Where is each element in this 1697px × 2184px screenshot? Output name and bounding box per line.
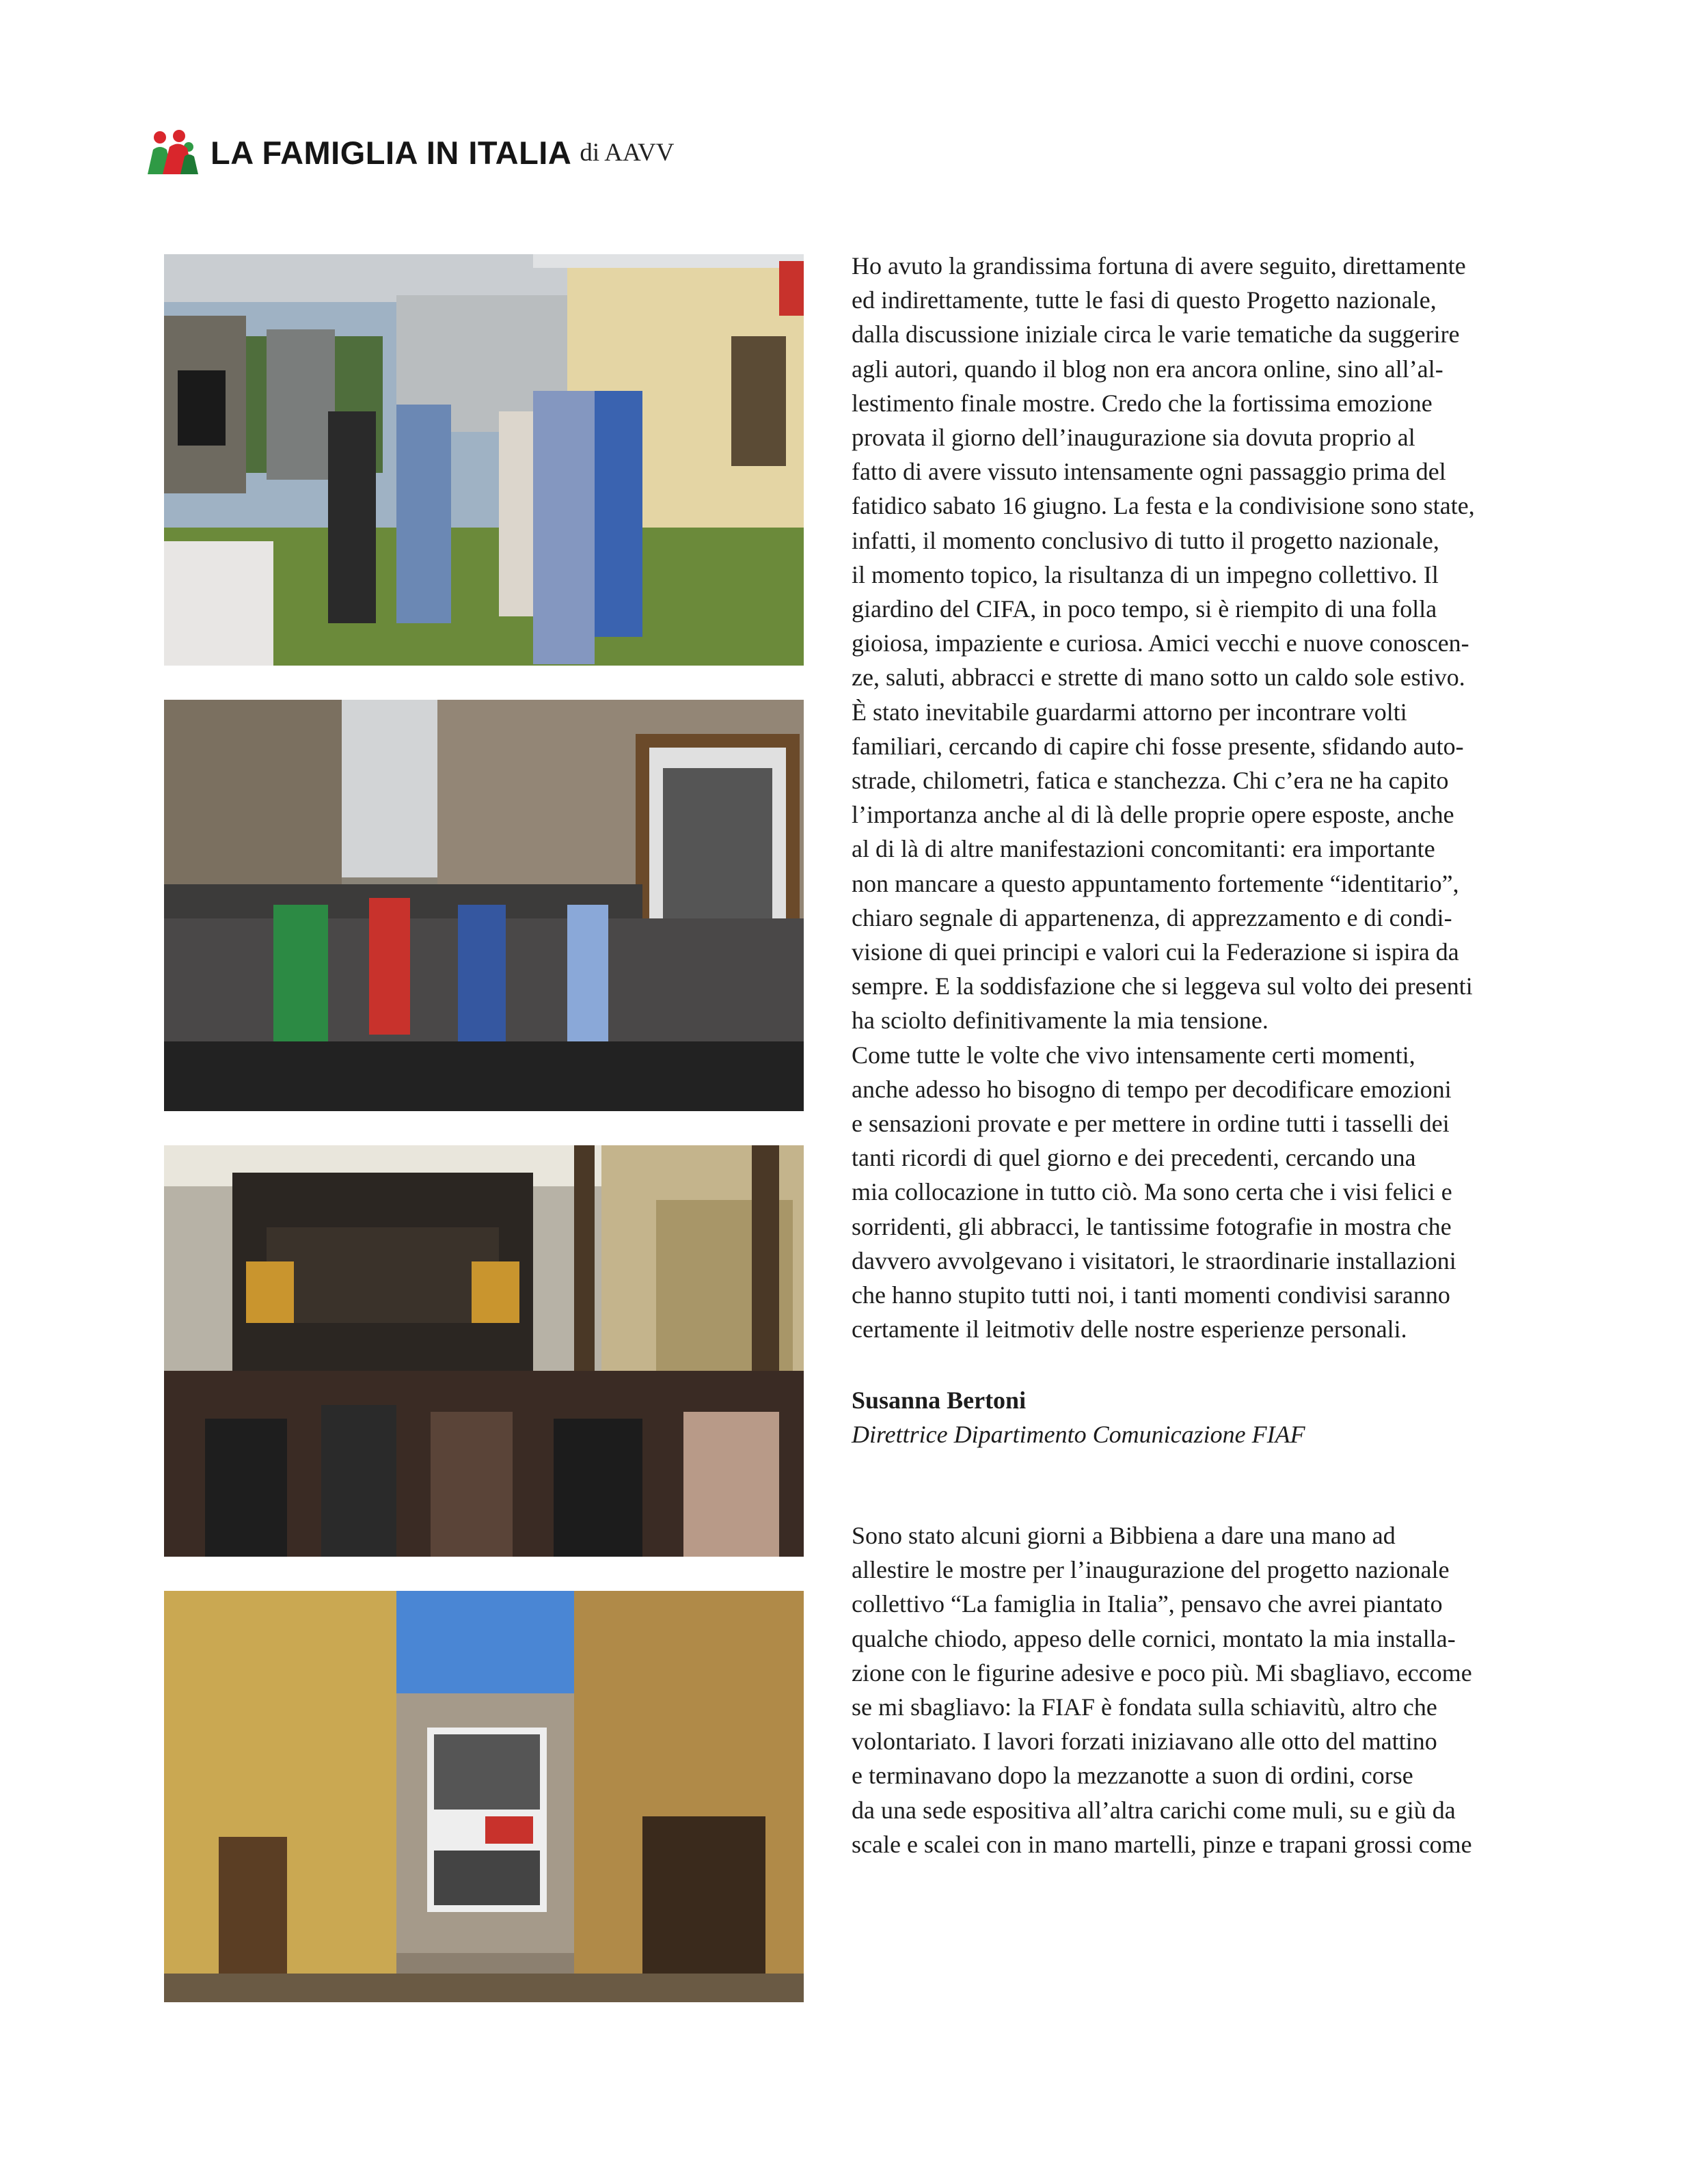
text-line: È stato inevitabile guardarmi attorno per incontrare volti [852, 698, 1407, 726]
text-line: ha sciolto definitivamente la mia tensione. [852, 1007, 1268, 1035]
text-line: volontariato. I lavori forzati iniziavano alle otto del mattino [852, 1728, 1437, 1756]
text-line: sempre. E la soddisfazione che si leggeva sul volto dei presenti [852, 972, 1473, 1000]
text-line: Sono stato alcuni giorni a Bibbiena a dare una mano ad [852, 1522, 1396, 1549]
text-line: qualche chiodo, appeso delle cornici, montato la mia installa- [852, 1624, 1456, 1652]
text-line: certamente il leitmotiv delle nostre esperienze personali. [852, 1315, 1407, 1343]
garden-gathering-photo [164, 254, 804, 666]
text-line: ed indirettamente, tutte le fasi di questo Progetto nazionale, [852, 286, 1437, 314]
text-line: provata il giorno dell’inaugurazione sia dovuta proprio al [852, 424, 1415, 452]
text-line: gioiosa, impaziente e curiosa. Amici vecchi e nuove conoscen- [852, 629, 1469, 657]
text-line: fatidico sabato 16 giugno. La festa e la condivisione sono state, [852, 492, 1475, 520]
text-line: anche adesso ho bisogno di tempo per decodificare emozioni [852, 1075, 1452, 1103]
text-line: zione con le figurine adesive e poco più. Mi sbagliavo, eccome [852, 1659, 1472, 1687]
text-line: da una sede espositiva all’altra carichi come muli, su e giù da [852, 1796, 1456, 1824]
text-line: sorridenti, gli abbracci, le tantissime fotografie in mostra che [852, 1212, 1452, 1240]
text-line: chiaro segnale di appartenenza, di apprezzamento e di condi- [852, 903, 1452, 931]
page-header [145, 128, 674, 176]
alley-poster-photo [164, 1591, 804, 2002]
text-line: il momento topico, la risultanza di un impegno collettivo. Il [852, 560, 1439, 588]
text-line: tanti ricordi di quel giorno e dei precedenti, cercando una [852, 1144, 1416, 1172]
page-title: LA FAMIGLIA IN ITALIA [211, 134, 572, 171]
text-line: mia collocazione in tutto ciò. Ma sono certa che i visi felici e [852, 1178, 1452, 1206]
text-line: agli autori, quando il blog non era ancora online, sino all’al- [852, 355, 1443, 383]
text-line: dalla discussione iniziale circa le varie tematiche da suggerire [852, 320, 1460, 349]
text-line: visione di quei principi e valori cui la Federazione si ispira da [852, 938, 1459, 966]
text-line: familiari, cercando di capire chi fosse presente, sfidando auto- [852, 732, 1464, 760]
text-line: che hanno stupito tutti noi, i tanti momenti condivisi saranno [852, 1281, 1450, 1309]
text-line: allestire le mostre per l’inaugurazione del progetto nazionale [852, 1556, 1450, 1584]
text-line: se mi sbagliavo: la FIAF è fondata sulla schiavitù, altro che [852, 1693, 1437, 1721]
author-signature [852, 1383, 1562, 1451]
text-line: davvero avvolgevano i visitatori, le straordinarie installazioni [852, 1246, 1456, 1274]
seated-audience-banner-photo [164, 1145, 804, 1557]
article-body [852, 249, 1562, 1347]
author-role: Direttrice Dipartimento Comunicazione FIAF [852, 1421, 1305, 1449]
text-line: Come tutte le volte che vivo intensamente certi momenti, [852, 1041, 1415, 1069]
text-line: lestimento finale mostre. Credo che la fortissima emozione [852, 389, 1433, 417]
street-crowd-exhibition-photo [164, 700, 804, 1111]
text-line: al di là di altre manifestazioni concomitanti: era importante [852, 835, 1435, 863]
text-line: strade, chilometri, fatica e stanchezza. Chi c’era ne ha capito [852, 767, 1449, 795]
text-line: l’importanza anche al di là delle proprie opere esposte, anche [852, 801, 1454, 829]
text-line: Ho avuto la grandissima fortuna di avere seguito, direttamente [852, 252, 1466, 279]
page-subtitle: di AAVV [580, 138, 675, 167]
second-article-body [852, 1518, 1562, 1861]
text-line: giardino del CIFA, in poco tempo, si è riempito di una folla [852, 595, 1437, 623]
text-line: e terminavano dopo la mezzanotte a suon di ordini, corse [852, 1762, 1413, 1790]
text-line: scale e scalei con in mano martelli, pinze e trapani grossi come [852, 1830, 1472, 1858]
text-line: non mancare a questo appuntamento fortemente “identitario”, [852, 869, 1459, 897]
text-line: infatti, il momento conclusivo di tutto il progetto nazionale, [852, 526, 1439, 554]
text-line: collettivo “La famiglia in Italia”, pensavo che avrei piantato [852, 1590, 1443, 1618]
text-line: e sensazioni provate e per mettere in ordine tutti i tasselli dei [852, 1110, 1450, 1138]
text-line: ze, saluti, abbracci e strette di mano sotto un caldo sole estivo. [852, 664, 1465, 692]
text-line: fatto di avere vissuto intensamente ogni passaggio prima del [852, 458, 1446, 486]
family-figures-logo-icon [145, 129, 200, 176]
author-name: Susanna Bertoni [852, 1387, 1027, 1414]
